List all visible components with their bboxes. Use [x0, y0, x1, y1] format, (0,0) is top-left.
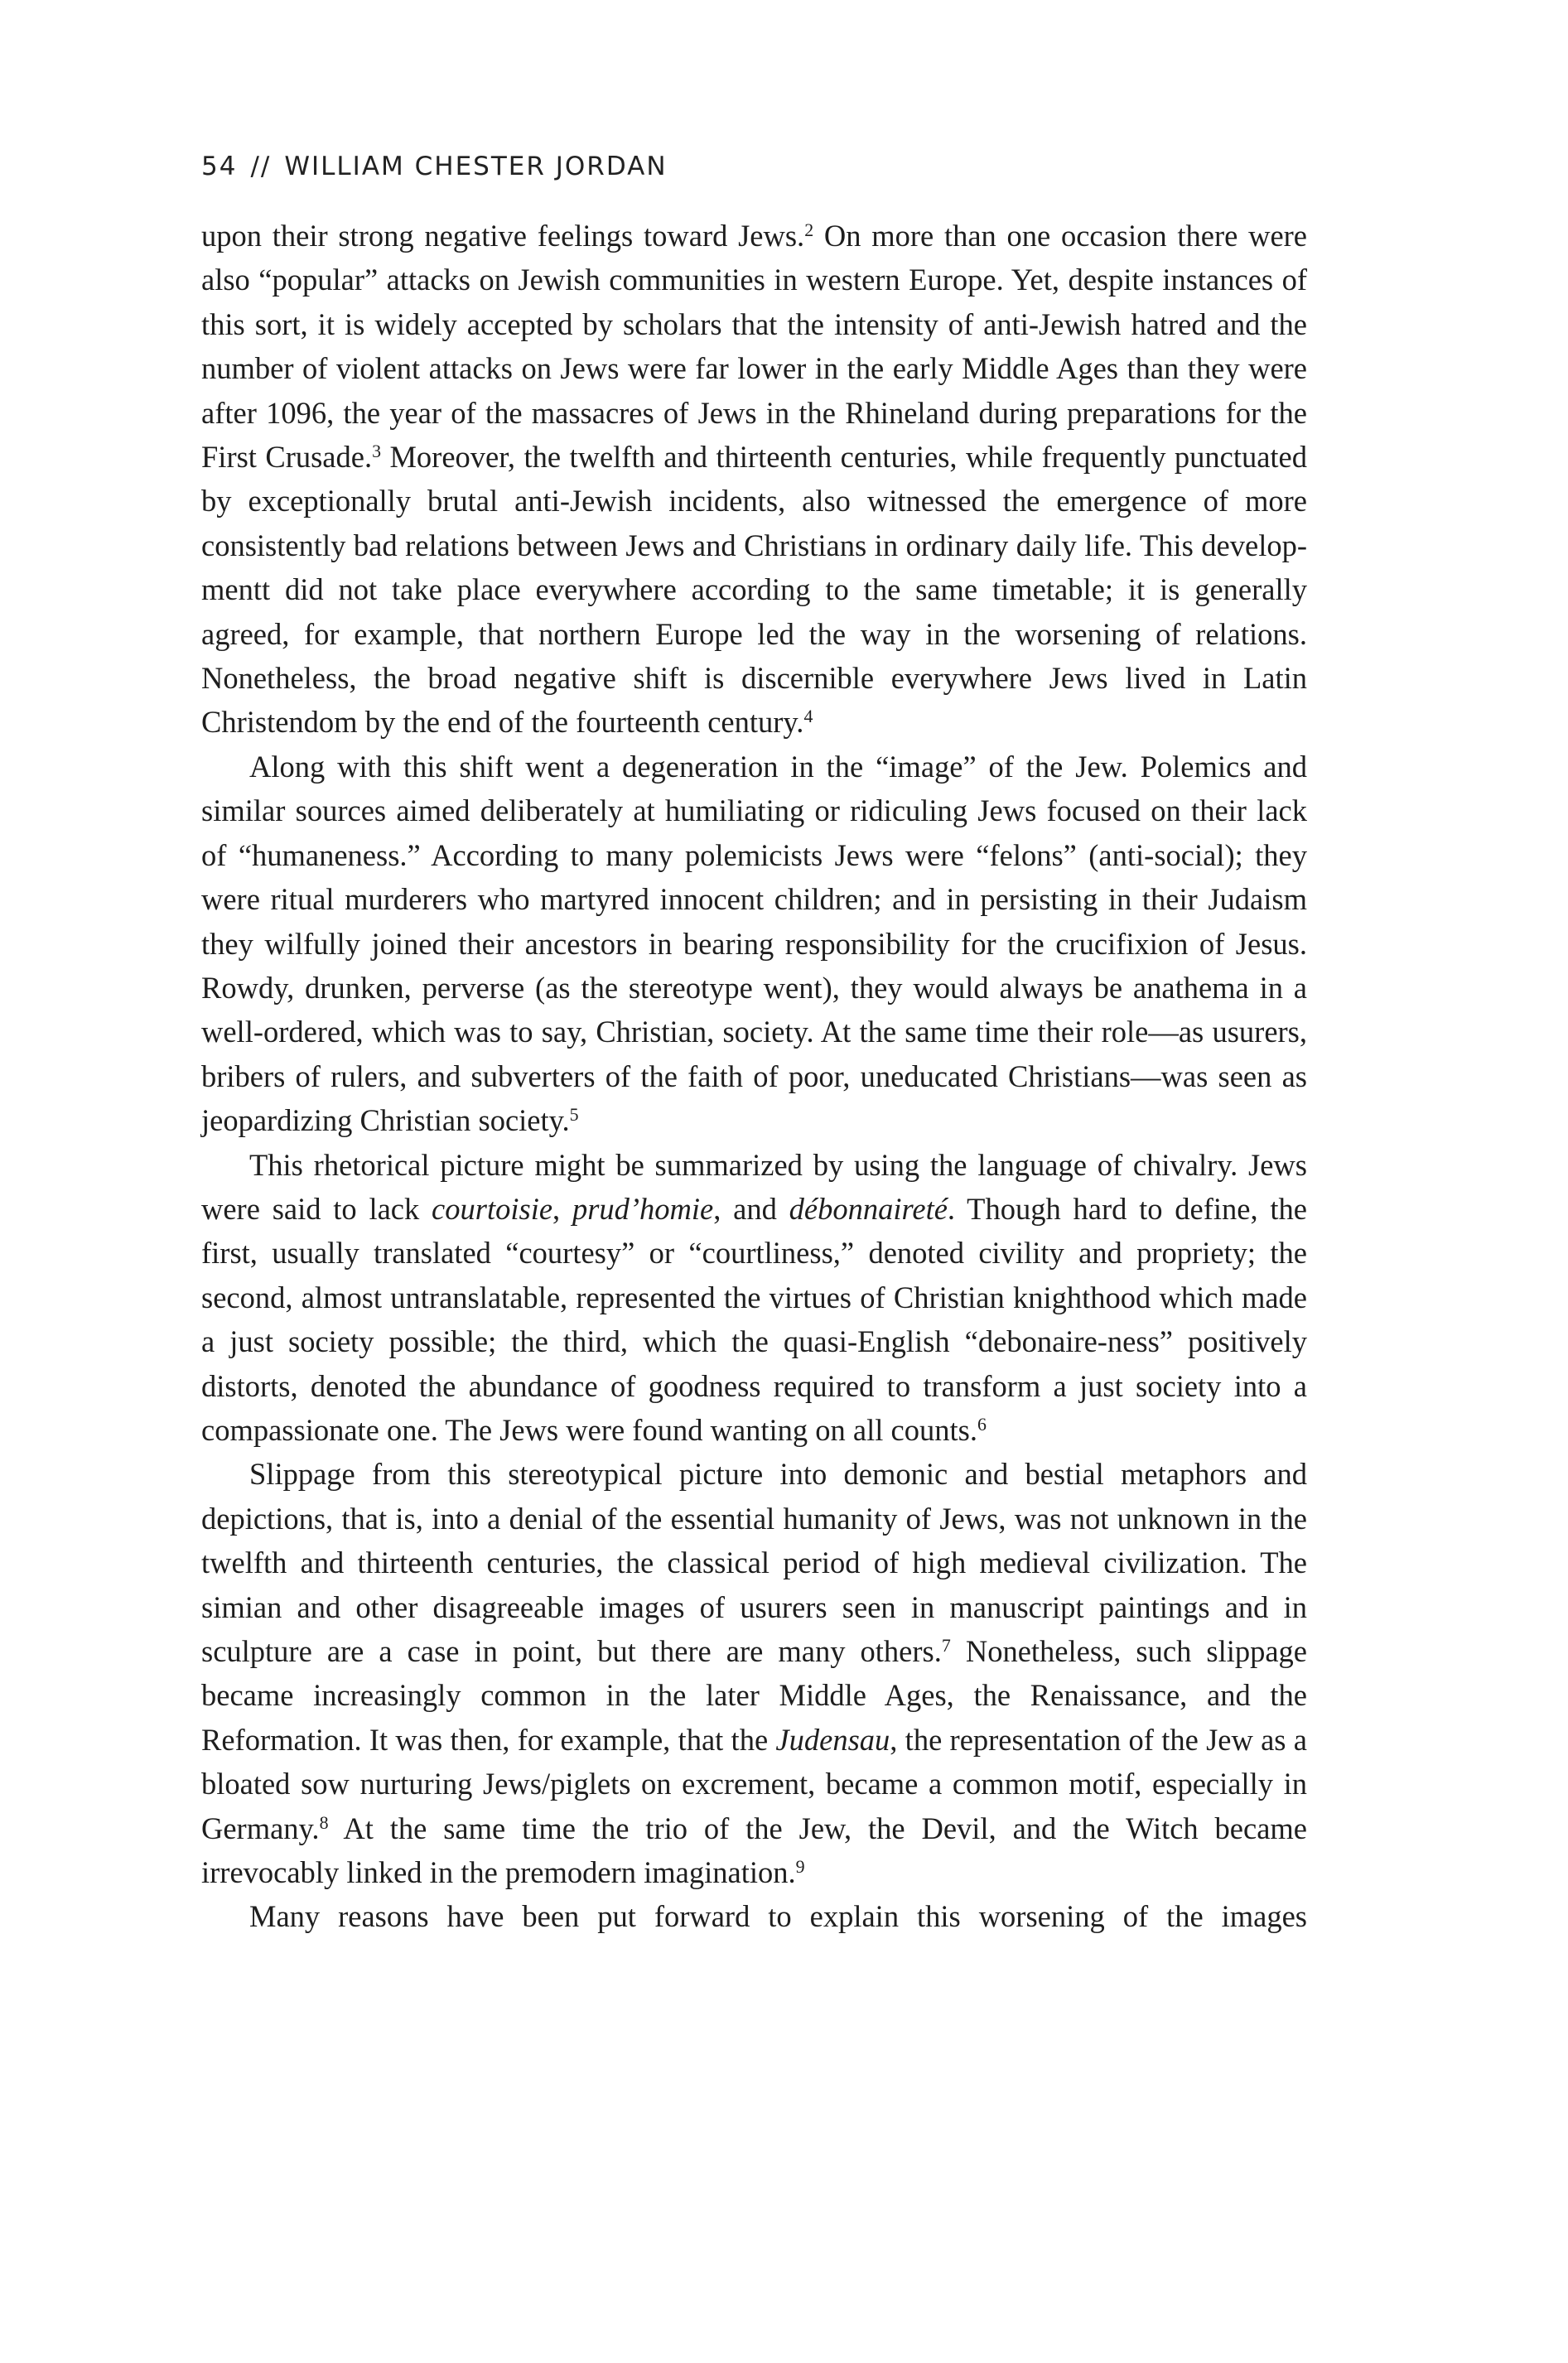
- footnote-marker: 8: [319, 1811, 329, 1833]
- footnote-marker: 5: [569, 1104, 579, 1126]
- text-run: Nonetheless, such slippage became increasingly common in the later Middle Ages, the Renaissance, and the Reformation. It was then, for example, that the: [201, 1634, 1307, 1757]
- text-run: ,: [552, 1191, 572, 1226]
- text-run: , and: [713, 1191, 789, 1226]
- footnote-marker: 7: [941, 1634, 951, 1656]
- footnote-marker: 3: [372, 441, 382, 461]
- text-run: , the representation of the Jew as a bloated sow nurturing Jews/piglets on excrement, became a common motif, especially in Germany.: [201, 1722, 1307, 1845]
- paragraph: [201, 1143, 1307, 1453]
- text-run: On more than one occasion there were also “popular” attacks on Jewish communities in western Europe. Yet, despite instances of this sort, it is widely accepted by scholars that the intensity of anti-Jewish hatred and the number of violent attacks on Jews were far lower in the early Middle Ages than they were after 1096, the year of the massacres of Jews in the Rhineland during preparations for the First Crusade.: [201, 219, 1307, 475]
- text-run: Along with this shift went a degeneration in the “image” of the Jew. Polemics and similar sources aimed deliberately at humiliating or ridiculing Jews focused on their lack of “humaneness.” According to many polemicists Jews were “felons” (anti-social); they were ritual murderers who martyred innocent children; and in persisting in their Judaism they wilfully joined their ancestors in bearing responsibility for the crucifixion of Jesus. Rowdy, drunken, perverse (as the stereotype went), they would always be anathema in a well-ordered, which was to say, Christian, society. At the same time their role—as usurers, bribers of rulers, and subverters of the faith of poor, uneducated Christians—was seen as jeopardizing Christian society.: [201, 749, 1307, 1138]
- footnote-marker: 4: [803, 706, 813, 727]
- body-text: [201, 214, 1307, 1939]
- footnote-marker: 2: [804, 219, 814, 240]
- running-head: [201, 152, 668, 181]
- author-name: WILLIAM CHESTER JORDAN: [284, 152, 668, 181]
- italic-term: débonnaireté: [789, 1191, 948, 1226]
- page-number: 54: [201, 152, 238, 181]
- paragraph: [201, 1894, 1307, 1938]
- text-run: At the same time the trio of the Jew, the Devil, and the Witch became irrevocably linked in the premodern imagination.: [201, 1811, 1307, 1890]
- italic-term: Judensau: [775, 1722, 890, 1757]
- italic-term: prud’homie: [572, 1191, 714, 1226]
- text-run: Slippage from this stereotypical picture into demonic and bestial metaphors and depictions, that is, into a denial of the essential humanity of Jews, was not unknown in the twelfth and thirteenth centuries, the classical period of high medieval civilization. The simian and other disagreeable images of usurers seen in manuscript paintings and in sculpture are a case in point, but there are many others.: [201, 1457, 1307, 1668]
- text-run: upon their strong negative feelings toward Jews.: [201, 219, 805, 253]
- text-run: This rhetorical picture might be summarized by using the language of chivalry. Jews were said to lack: [201, 1147, 1307, 1226]
- paragraph: [201, 745, 1307, 1143]
- paragraph: [201, 1452, 1307, 1894]
- text-run: Many reasons have been put forward to explain this worsening of the images: [249, 1899, 1307, 1934]
- text-run: . Though hard to define, the first, usually translated “courtesy” or “courtliness,” denoted civility and propriety; the second, almost untranslatable, represented the virtues of Christian knighthood which made a just society possible; the third, which the quasi-English “debonaire-ness” positively distorts, denoted the abundance of goodness required to transform a just society into a compassionate one. The Jews were found wanting on all counts.: [201, 1191, 1308, 1447]
- italic-term: courtoisie: [432, 1191, 553, 1226]
- paragraph: [201, 214, 1307, 745]
- footnote-marker: 9: [795, 1856, 805, 1877]
- footnote-marker: 6: [977, 1413, 987, 1435]
- text-run: Moreover, the twelfth and thirteenth centuries, while frequently punctuated by exceptionally brutal anti-Jewish incidents, also witnessed the emergence of more consistently bad relations between Jews and Christians in ordinary daily life. This developmentt did not take place everywhere according to the same timetable; it is generally agreed, for example, that northern Europe led the way in the worsening of relations. Nonetheless, the broad negative shift is discernible everywhere Jews lived in Latin Christendom by the end of the fourteenth century.: [201, 440, 1307, 740]
- header-separator: //: [250, 152, 272, 181]
